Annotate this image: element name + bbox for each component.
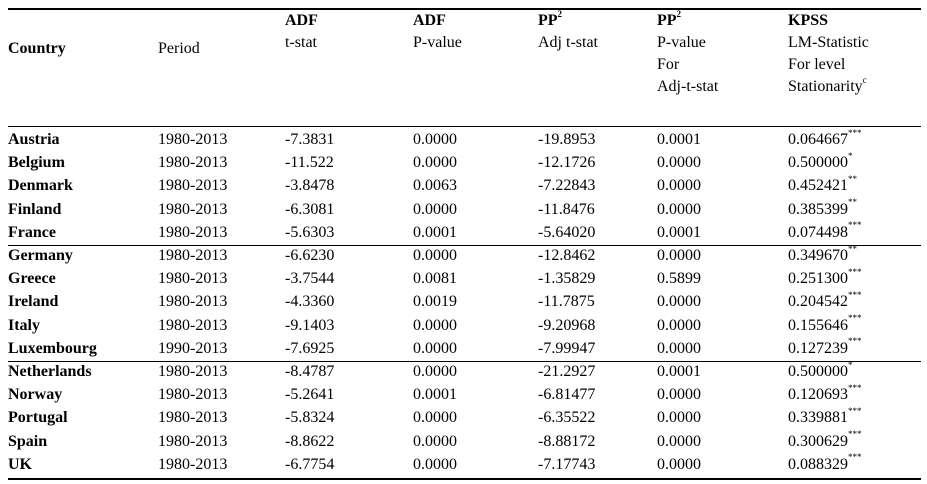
table-row	[8, 454, 921, 477]
header-kpss-superscript: c	[862, 74, 867, 85]
header-rule	[8, 126, 921, 127]
cell-adf_t: -6.3081	[285, 200, 335, 218]
cell-country: Austria	[8, 131, 60, 148]
table-row	[8, 384, 921, 407]
cell-pp_t: -8.88172	[538, 432, 596, 450]
top-rule	[8, 8, 921, 10]
table-row	[8, 152, 921, 175]
cell-pp_t: -12.8462	[538, 247, 596, 264]
cell-pp_p: 0.0001	[657, 223, 701, 241]
cell-adf_t: -3.8478	[285, 177, 335, 195]
cell-adf_t: -5.2641	[285, 386, 335, 404]
significance-marker: ***	[848, 452, 862, 463]
cell-pp_t: -6.81477	[538, 386, 596, 404]
cell-pp_t: -5.64020	[538, 223, 596, 241]
cell-period: 1980-2013	[158, 154, 228, 172]
cell-pp_p: 0.0000	[657, 386, 701, 404]
cell-period: 1980-2013	[158, 131, 228, 148]
header-pp_t-line-0: $PP^2$	[538, 8, 563, 29]
cell-pp_t: -7.99947	[538, 339, 596, 357]
table-row	[8, 129, 921, 152]
cell-pp_p: 0.0000	[657, 154, 701, 172]
header-kpss-line-2: For level	[788, 56, 846, 73]
header-adf_t-line-0: ADF	[285, 12, 318, 29]
cell-kpss: 0.127239***	[788, 336, 862, 357]
cell-adf_p: 0.0000	[413, 455, 457, 473]
cell-adf_p: 0.0000	[413, 247, 457, 264]
cell-period: 1990-2013	[158, 339, 228, 357]
cell-adf_p: 0.0001	[413, 386, 457, 404]
cell-adf_p: 0.0000	[413, 339, 457, 357]
cell-pp_p: 0.0001	[657, 363, 701, 380]
header-kpss-line-1: LM-Statistic	[788, 34, 869, 51]
header-adf_p-line-0: ADF	[413, 12, 446, 29]
cell-adf_t: -7.3831	[285, 131, 335, 148]
cell-kpss: 0.500000*	[788, 150, 853, 172]
header-country-line-1: Country	[8, 40, 66, 57]
table-row	[8, 338, 921, 361]
table-row	[8, 431, 921, 454]
cell-adf_t: -4.3360	[285, 293, 335, 311]
cell-pp_t: -12.1726	[538, 154, 596, 172]
table-row	[8, 315, 921, 338]
cell-country: Germany	[8, 247, 73, 264]
group-rule-2	[8, 361, 921, 362]
header-kpss-line-3: Stationarity$^c$	[788, 74, 867, 95]
cell-adf_t: -9.1403	[285, 316, 335, 334]
cell-adf_t: -5.6303	[285, 223, 335, 241]
cell-adf_t: -6.6230	[285, 247, 335, 264]
header-pp_p-line-1: P-value	[657, 34, 706, 51]
cell-adf_t: -7.6925	[285, 339, 335, 357]
significance-marker: ***	[848, 429, 862, 440]
header-pp_p-line-3: Adj-t-stat	[657, 78, 719, 95]
cell-kpss: 0.452421**	[788, 174, 857, 195]
cell-kpss: 0.251300***	[788, 266, 862, 288]
cell-pp_p: 0.5899	[657, 270, 701, 288]
cell-kpss: 0.120693***	[788, 382, 862, 404]
cell-pp_p: 0.0000	[657, 339, 701, 357]
cell-country: Italy	[8, 316, 40, 334]
cell-pp_t: -19.8953	[538, 131, 596, 148]
significance-marker: **	[848, 174, 857, 185]
significance-marker: ***	[848, 336, 862, 347]
significance-marker: *	[848, 150, 853, 161]
significance-marker: ***	[848, 290, 862, 301]
cell-period: 1980-2013	[158, 409, 228, 427]
cell-period: 1980-2013	[158, 177, 228, 195]
cell-adf_t: -6.7754	[285, 455, 335, 473]
table-row	[8, 222, 921, 245]
cell-country: Greece	[8, 270, 56, 288]
cell-pp_p: 0.0000	[657, 316, 701, 334]
cell-adf_p: 0.0063	[413, 177, 457, 195]
cell-kpss: 0.339881***	[788, 406, 862, 427]
cell-country: Norway	[8, 386, 63, 404]
cell-kpss: 0.385399**	[788, 197, 857, 218]
cell-period: 1980-2013	[158, 363, 228, 380]
cell-kpss: 0.088329***	[788, 452, 862, 473]
cell-adf_p: 0.0000	[413, 432, 457, 450]
cell-adf_t: -3.7544	[285, 270, 335, 288]
cell-pp_t: -1.35829	[538, 270, 596, 288]
cell-adf_t: -5.8324	[285, 409, 335, 427]
cell-kpss: 0.064667***	[788, 127, 862, 148]
header-kpss-line-0: KPSS	[788, 12, 829, 29]
cell-pp_p: 0.0000	[657, 409, 701, 427]
cell-pp_p: 0.0000	[657, 455, 701, 473]
table-row	[8, 407, 921, 430]
cell-period: 1980-2013	[158, 270, 228, 288]
cell-period: 1980-2013	[158, 223, 228, 241]
cell-pp_p: 0.0000	[657, 200, 701, 218]
cell-period: 1980-2013	[158, 455, 228, 473]
significance-marker: ***	[848, 406, 862, 417]
significance-marker: **	[848, 197, 857, 208]
significance-marker: ***	[848, 313, 862, 324]
cell-adf_p: 0.0001	[413, 223, 457, 241]
cell-pp_t: -7.22843	[538, 177, 596, 195]
cell-pp_t: -6.35522	[538, 409, 596, 427]
group-rule-1	[8, 245, 921, 246]
cell-pp_t: -9.20968	[538, 316, 596, 334]
cell-country: Ireland	[8, 293, 59, 311]
cell-pp_t: -11.7875	[538, 293, 595, 311]
cell-adf_p: 0.0000	[413, 316, 457, 334]
cell-kpss: 0.349670**	[788, 243, 857, 264]
cell-pp_t: -21.2927	[538, 363, 596, 380]
cell-pp_p: 0.0001	[657, 131, 701, 148]
cell-kpss: 0.300629***	[788, 429, 862, 450]
cell-adf_t: -8.4787	[285, 363, 335, 380]
header-pp_t-superscript: 2	[557, 8, 563, 19]
cell-period: 1980-2013	[158, 247, 228, 264]
cell-kpss: 0.204542***	[788, 290, 862, 311]
cell-adf_p: 0.0000	[413, 131, 457, 148]
cell-pp_t: -7.17743	[538, 455, 596, 473]
cell-country: France	[8, 223, 56, 241]
cell-country: Denmark	[8, 177, 73, 195]
cell-pp_p: 0.0000	[657, 247, 701, 264]
cell-country: Finland	[8, 200, 62, 218]
cell-country: Netherlands	[8, 363, 92, 380]
cell-adf_t: -8.8622	[285, 432, 335, 450]
cell-country: UK	[8, 455, 32, 473]
header-pp_p-superscript: 2	[676, 8, 682, 19]
header-adf_p-line-1: P-value	[413, 34, 462, 51]
cell-kpss: 0.155646***	[788, 313, 862, 334]
cell-pp_p: 0.0000	[657, 432, 701, 450]
header-pp_p-line-2: For	[657, 56, 680, 73]
cell-country: Portugal	[8, 409, 68, 427]
cell-adf_p: 0.0000	[413, 200, 457, 218]
cell-kpss: 0.500000*	[788, 359, 853, 380]
significance-marker: ***	[848, 220, 862, 231]
table-row	[8, 361, 921, 384]
cell-period: 1980-2013	[158, 293, 228, 311]
table-row	[8, 245, 921, 268]
cell-country: Spain	[8, 432, 48, 450]
cell-pp_t: -11.8476	[538, 200, 595, 218]
significance-marker: ***	[848, 127, 862, 138]
significance-marker: *	[848, 359, 853, 370]
significance-marker: **	[848, 243, 857, 254]
header-pp_t-line-1: Adj t-stat	[538, 34, 598, 51]
table-row	[8, 268, 921, 291]
cell-adf_p: 0.0081	[413, 270, 457, 288]
cell-period: 1980-2013	[158, 200, 228, 218]
cell-adf_t: -11.522	[285, 154, 334, 172]
table-row	[8, 199, 921, 222]
cell-adf_p: 0.0000	[413, 363, 457, 380]
cell-country: Luxembourg	[8, 339, 97, 357]
cell-country: Belgium	[8, 154, 65, 172]
cell-adf_p: 0.0000	[413, 409, 457, 427]
table-row	[8, 175, 921, 198]
bottom-rule	[8, 478, 921, 480]
header-period-line-1: Period	[158, 40, 200, 57]
significance-marker: ***	[848, 382, 862, 393]
header-pp_p-line-0: $PP^2$	[657, 8, 682, 29]
header-adf_t-line-1: t-stat	[285, 34, 317, 51]
cell-adf_p: 0.0000	[413, 154, 457, 172]
cell-adf_p: 0.0019	[413, 293, 457, 311]
cell-period: 1980-2013	[158, 432, 228, 450]
cell-pp_p: 0.0000	[657, 177, 701, 195]
cell-period: 1980-2013	[158, 386, 228, 404]
cell-kpss: 0.074498***	[788, 220, 862, 241]
table-row	[8, 291, 921, 314]
significance-marker: ***	[848, 266, 862, 277]
cell-period: 1980-2013	[158, 316, 228, 334]
cell-pp_p: 0.0000	[657, 293, 701, 311]
